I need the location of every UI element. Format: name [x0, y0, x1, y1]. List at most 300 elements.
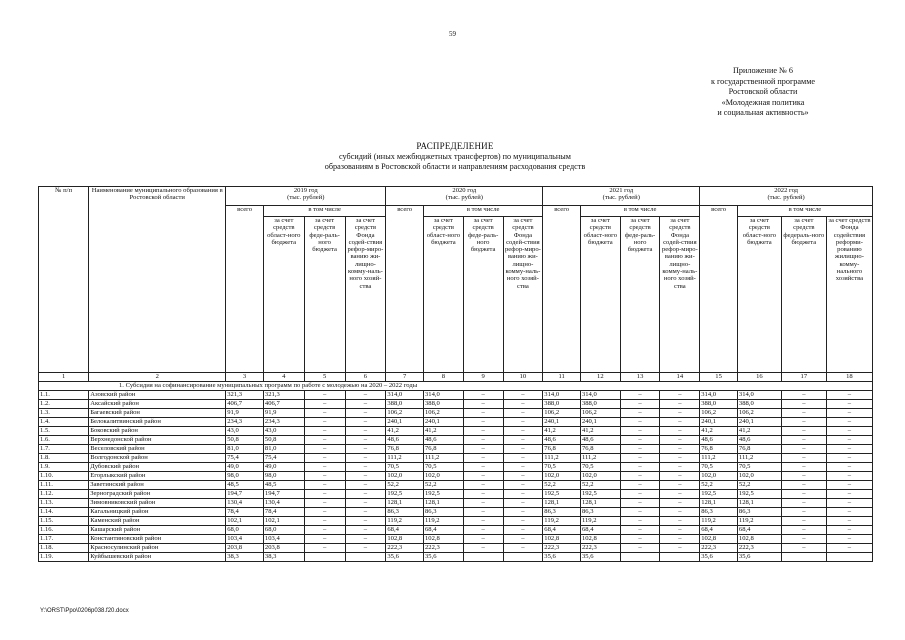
value-cell: 102,8 [700, 535, 738, 544]
row-number: 1.18. [39, 544, 89, 553]
value-cell: – [345, 427, 386, 436]
value-cell: 49,0 [263, 463, 304, 472]
value-cell: 76,8 [737, 445, 781, 454]
value-cell: 314,0 [700, 391, 738, 400]
value-cell: 103,4 [226, 535, 264, 544]
value-cell: 75,4 [226, 454, 264, 463]
value-cell: 128,1 [386, 499, 424, 508]
value-cell: – [463, 517, 503, 526]
municipality-name: Верхнедонской район [89, 436, 226, 445]
value-cell: 111,2 [737, 454, 781, 463]
value-cell: 48,6 [424, 436, 464, 445]
value-cell: – [503, 490, 543, 499]
value-cell: 119,2 [424, 517, 464, 526]
value-cell: – [503, 463, 543, 472]
table-row [39, 418, 873, 427]
header-year-2022: 2022 год (тыс. рублей) [700, 187, 873, 206]
value-cell: – [503, 454, 543, 463]
header-incl: в том числе [580, 206, 699, 217]
row-number: 1.4. [39, 418, 89, 427]
value-cell: 240,1 [580, 418, 620, 427]
value-cell: 68,4 [424, 526, 464, 535]
value-cell: 102,0 [543, 472, 581, 481]
value-cell: – [660, 463, 700, 472]
value-cell: – [620, 472, 660, 481]
value-cell: 76,8 [700, 445, 738, 454]
value-cell: 41,2 [424, 427, 464, 436]
value-cell: – [620, 445, 660, 454]
value-cell: 203,8 [263, 544, 304, 553]
value-cell: – [345, 418, 386, 427]
municipality-name: Куйбышевский район [89, 553, 226, 562]
value-cell: – [345, 454, 386, 463]
value-cell: – [660, 508, 700, 517]
value-cell: 106,2 [580, 409, 620, 418]
value-cell: – [660, 391, 700, 400]
header-total: всего [700, 206, 738, 373]
value-cell: 35,6 [386, 553, 424, 562]
municipality-name: Багаевский район [89, 409, 226, 418]
header-fund: за счет средств Фонда содей-ствия рефор-миро-ванию жи-лищно-комму-наль-ного хозяй-ства [503, 217, 543, 373]
value-cell: 234,3 [226, 418, 264, 427]
header-regional: за счет средств област-ного бюджета [424, 217, 464, 373]
header-regional: за счет средств област-ного бюджета [737, 217, 781, 373]
value-cell: – [463, 463, 503, 472]
municipality-name: Волгодонской район [89, 454, 226, 463]
value-cell: 119,2 [737, 517, 781, 526]
annex-line: Приложение № 6 [733, 66, 793, 75]
value-cell: 68,4 [580, 526, 620, 535]
value-cell: – [620, 517, 660, 526]
value-cell: 119,2 [543, 517, 581, 526]
value-cell: – [345, 490, 386, 499]
value-cell [463, 553, 503, 562]
value-cell: 76,8 [543, 445, 581, 454]
annex-line: к государственной программе [710, 76, 816, 86]
value-cell: – [463, 436, 503, 445]
value-cell: – [463, 499, 503, 508]
table-row [39, 481, 873, 490]
value-cell: 70,5 [737, 463, 781, 472]
municipality-name: Егорлыкский район [89, 472, 226, 481]
header-total: всего [543, 206, 581, 373]
value-cell: 102,8 [386, 535, 424, 544]
value-cell: – [620, 400, 660, 409]
value-cell: – [781, 490, 826, 499]
value-cell: 222,3 [700, 544, 738, 553]
value-cell: 192,5 [424, 490, 464, 499]
value-cell: – [826, 418, 872, 427]
value-cell: 48,6 [386, 436, 424, 445]
value-cell: – [463, 454, 503, 463]
value-cell: 406,7 [263, 400, 304, 409]
annex-line: Ростовской области [728, 87, 798, 97]
value-cell: 70,5 [424, 463, 464, 472]
value-cell: 86,3 [543, 508, 581, 517]
value-cell: – [304, 400, 345, 409]
value-cell: 86,3 [737, 508, 781, 517]
value-cell: – [781, 409, 826, 418]
value-cell: – [620, 499, 660, 508]
value-cell: 35,6 [737, 553, 781, 562]
value-cell: – [781, 454, 826, 463]
value-cell: 102,8 [737, 535, 781, 544]
value-cell: – [781, 499, 826, 508]
value-cell: – [503, 409, 543, 418]
value-cell: – [304, 517, 345, 526]
value-cell: – [463, 472, 503, 481]
row-number: 1.19. [39, 553, 89, 562]
table-row [39, 400, 873, 409]
value-cell: – [660, 526, 700, 535]
subtitle-line: образованиям в Ростовской области и направлениям расходования средств [324, 162, 586, 172]
value-cell: – [826, 400, 872, 409]
value-cell: – [345, 400, 386, 409]
value-cell: – [304, 508, 345, 517]
municipality-name: Константиновский район [89, 535, 226, 544]
value-cell: – [826, 454, 872, 463]
value-cell: – [503, 499, 543, 508]
value-cell: – [503, 508, 543, 517]
value-cell: 48,5 [263, 481, 304, 490]
value-cell: – [781, 517, 826, 526]
value-cell: – [503, 391, 543, 400]
row-number: 1.13. [39, 499, 89, 508]
value-cell: 43,0 [263, 427, 304, 436]
value-cell: – [660, 517, 700, 526]
value-cell: 321,3 [226, 391, 264, 400]
value-cell: 106,2 [424, 409, 464, 418]
value-cell: 35,6 [580, 553, 620, 562]
header-federal: за счет средств феде-раль-ного бюджета [620, 217, 660, 373]
value-cell: – [620, 463, 660, 472]
value-cell: 102,0 [424, 472, 464, 481]
table-row [39, 490, 873, 499]
table-row [39, 535, 873, 544]
value-cell: – [781, 400, 826, 409]
municipality-name: Зерноградский район [89, 490, 226, 499]
page-number: 59 [449, 30, 456, 38]
value-cell: 222,3 [580, 544, 620, 553]
value-cell: – [781, 436, 826, 445]
value-cell: – [781, 391, 826, 400]
header-fund: за счет средств Фонда содей-ствия рефор-миро-ванию жи-лищно-комму-наль-ного хозяй-ства [345, 217, 386, 373]
value-cell: – [345, 508, 386, 517]
value-cell: – [660, 535, 700, 544]
table-row [39, 526, 873, 535]
value-cell: – [826, 499, 872, 508]
value-cell [660, 553, 700, 562]
value-cell: 68,4 [700, 526, 738, 535]
value-cell: – [660, 427, 700, 436]
value-cell: – [781, 481, 826, 490]
value-cell: 98,0 [226, 472, 264, 481]
table-row [39, 553, 873, 562]
value-cell: – [781, 535, 826, 544]
column-number: 2 [89, 373, 226, 382]
column-number: 12 [580, 373, 620, 382]
value-cell: – [304, 481, 345, 490]
value-cell: 314,0 [543, 391, 581, 400]
municipality-name: Боковский район [89, 427, 226, 436]
value-cell: – [826, 463, 872, 472]
value-cell: – [345, 499, 386, 508]
municipality-name: Заветинский район [89, 481, 226, 490]
value-cell: – [826, 526, 872, 535]
value-cell: – [781, 508, 826, 517]
value-cell: 41,2 [737, 427, 781, 436]
value-cell: 48,6 [580, 436, 620, 445]
municipality-name: Белокалитвинский район [89, 418, 226, 427]
table-row [39, 517, 873, 526]
value-cell: 130,4 [263, 499, 304, 508]
value-cell: – [781, 544, 826, 553]
value-cell: – [304, 535, 345, 544]
value-cell: 48,6 [737, 436, 781, 445]
value-cell: – [620, 535, 660, 544]
header-year-2021: 2021 год (тыс. рублей) [543, 187, 700, 206]
value-cell: 192,5 [386, 490, 424, 499]
value-cell: – [620, 391, 660, 400]
value-cell: 106,2 [386, 409, 424, 418]
value-cell: – [304, 544, 345, 553]
value-cell: 240,1 [424, 418, 464, 427]
table-row [39, 499, 873, 508]
value-cell: 78,4 [263, 508, 304, 517]
value-cell: 86,3 [424, 508, 464, 517]
value-cell: – [345, 526, 386, 535]
value-cell: 86,3 [700, 508, 738, 517]
row-number: 1.1. [39, 391, 89, 400]
value-cell: 192,5 [700, 490, 738, 499]
value-cell: – [304, 472, 345, 481]
value-cell: – [304, 391, 345, 400]
value-cell: – [620, 526, 660, 535]
column-number: 13 [620, 373, 660, 382]
row-number: 1.5. [39, 427, 89, 436]
value-cell: – [503, 481, 543, 490]
value-cell: 128,1 [737, 499, 781, 508]
municipality-name: Азовский район [89, 391, 226, 400]
value-cell: 86,3 [386, 508, 424, 517]
value-cell: – [345, 445, 386, 454]
value-cell: – [345, 463, 386, 472]
value-cell: 106,2 [700, 409, 738, 418]
value-cell: 38,3 [226, 553, 264, 562]
header-total: всего [386, 206, 424, 373]
value-cell: 222,3 [424, 544, 464, 553]
value-cell: 35,6 [700, 553, 738, 562]
value-cell: – [463, 481, 503, 490]
value-cell: 102,8 [424, 535, 464, 544]
value-cell: 203,8 [226, 544, 264, 553]
municipality-name: Аксайский район [89, 400, 226, 409]
table-row [39, 409, 873, 418]
row-number: 1.3. [39, 409, 89, 418]
value-cell: 119,2 [580, 517, 620, 526]
value-cell: 111,2 [424, 454, 464, 463]
column-number: 3 [226, 373, 264, 382]
value-cell: 222,3 [386, 544, 424, 553]
value-cell: 43,0 [226, 427, 264, 436]
value-cell: – [781, 427, 826, 436]
value-cell: – [781, 418, 826, 427]
row-number: 1.15. [39, 517, 89, 526]
value-cell: 48,6 [700, 436, 738, 445]
table-row [39, 445, 873, 454]
row-number: 1.7. [39, 445, 89, 454]
header-incl: в том числе [737, 206, 872, 217]
header-fund: за счет средств Фонда содей-ствия рефор-миро-ванию жи-лищно-комму-наль-ного хозяй-ства [660, 217, 700, 373]
value-cell: – [304, 454, 345, 463]
value-cell: 70,5 [386, 463, 424, 472]
value-cell: – [781, 445, 826, 454]
value-cell: – [826, 535, 872, 544]
value-cell: 76,8 [424, 445, 464, 454]
value-cell: 48,5 [226, 481, 264, 490]
column-number: 4 [263, 373, 304, 382]
value-cell: 98,0 [263, 472, 304, 481]
value-cell: 52,2 [737, 481, 781, 490]
value-cell: – [826, 472, 872, 481]
value-cell: 111,2 [700, 454, 738, 463]
row-number: 1.6. [39, 436, 89, 445]
municipality-name: Кагальницкий район [89, 508, 226, 517]
value-cell: 192,5 [543, 490, 581, 499]
value-cell: 194,7 [263, 490, 304, 499]
header-name: Наименование муниципального образования в Ростовской области [89, 187, 226, 373]
value-cell: 106,2 [737, 409, 781, 418]
value-cell: 240,1 [700, 418, 738, 427]
file-path: Y:\ORST\Ppo\0206p038.f20.docx [40, 608, 129, 614]
row-number: 1.2. [39, 400, 89, 409]
value-cell: 388,0 [580, 400, 620, 409]
value-cell: 388,0 [737, 400, 781, 409]
row-number: 1.14. [39, 508, 89, 517]
column-number: 1 [39, 373, 89, 382]
column-number: 7 [386, 373, 424, 382]
value-cell: 106,2 [543, 409, 581, 418]
municipality-name: Зимовниковский район [89, 499, 226, 508]
value-cell: – [620, 481, 660, 490]
column-number: 5 [304, 373, 345, 382]
value-cell: – [826, 481, 872, 490]
value-cell: – [304, 436, 345, 445]
value-cell: 222,3 [543, 544, 581, 553]
column-number: 15 [700, 373, 738, 382]
municipality-name: Каменский район [89, 517, 226, 526]
value-cell: 102,8 [580, 535, 620, 544]
value-cell: – [463, 490, 503, 499]
value-cell: 388,0 [543, 400, 581, 409]
value-cell: – [826, 436, 872, 445]
annex-line: и социальная активность» [717, 108, 809, 118]
value-cell: 102,1 [226, 517, 264, 526]
value-cell: 234,3 [263, 418, 304, 427]
municipality-name: Дубовский район [89, 463, 226, 472]
value-cell: 321,3 [263, 391, 304, 400]
header-incl: в том числе [263, 206, 385, 217]
value-cell: 314,0 [386, 391, 424, 400]
value-cell: – [620, 490, 660, 499]
value-cell [503, 553, 543, 562]
value-cell: – [826, 508, 872, 517]
value-cell: – [304, 499, 345, 508]
value-cell: – [503, 418, 543, 427]
value-cell: – [826, 517, 872, 526]
value-cell: 86,3 [580, 508, 620, 517]
table-row [39, 463, 873, 472]
table-row [39, 436, 873, 445]
value-cell: 102,0 [580, 472, 620, 481]
row-number: 1.10. [39, 472, 89, 481]
header-regional: за счет средств област-ного бюджета [263, 217, 304, 373]
value-cell: – [660, 436, 700, 445]
value-cell: 70,5 [580, 463, 620, 472]
value-cell: – [304, 463, 345, 472]
value-cell: – [620, 427, 660, 436]
value-cell: 70,5 [700, 463, 738, 472]
value-cell: 76,8 [386, 445, 424, 454]
value-cell: – [463, 535, 503, 544]
value-cell: 41,2 [700, 427, 738, 436]
value-cell: – [304, 418, 345, 427]
value-cell: 102,0 [386, 472, 424, 481]
value-cell: 128,1 [543, 499, 581, 508]
value-cell: 111,2 [580, 454, 620, 463]
header-federal: за счет средств федераль-ного бюджета [781, 217, 826, 373]
value-cell: – [345, 472, 386, 481]
value-cell: 119,2 [700, 517, 738, 526]
value-cell: 49,0 [226, 463, 264, 472]
table-row [39, 508, 873, 517]
value-cell: – [345, 409, 386, 418]
value-cell: 41,2 [580, 427, 620, 436]
value-cell: 103,4 [263, 535, 304, 544]
value-cell: – [660, 418, 700, 427]
value-cell: – [503, 427, 543, 436]
value-cell: – [660, 409, 700, 418]
value-cell: – [345, 517, 386, 526]
value-cell: – [463, 400, 503, 409]
value-cell: – [503, 526, 543, 535]
value-cell: 35,6 [543, 553, 581, 562]
value-cell: 128,1 [424, 499, 464, 508]
value-cell: – [304, 526, 345, 535]
value-cell: 48,6 [543, 436, 581, 445]
value-cell: 102,0 [737, 472, 781, 481]
header-year-2020: 2020 год (тыс. рублей) [386, 187, 543, 206]
value-cell: 38,3 [263, 553, 304, 562]
value-cell: – [781, 472, 826, 481]
value-cell: – [620, 418, 660, 427]
value-cell: – [660, 400, 700, 409]
value-cell: – [826, 490, 872, 499]
header-year-2019: 2019 год (тыс. рублей) [226, 187, 386, 206]
value-cell [620, 553, 660, 562]
value-cell: 102,8 [543, 535, 581, 544]
value-cell: – [826, 445, 872, 454]
row-number: 1.11. [39, 481, 89, 490]
column-numbers-row [39, 373, 873, 382]
value-cell: 68,4 [386, 526, 424, 535]
value-cell: 41,2 [386, 427, 424, 436]
value-cell: 192,5 [737, 490, 781, 499]
value-cell: – [620, 544, 660, 553]
value-cell: 119,2 [386, 517, 424, 526]
row-number: 1.12. [39, 490, 89, 499]
row-number: 1.17. [39, 535, 89, 544]
